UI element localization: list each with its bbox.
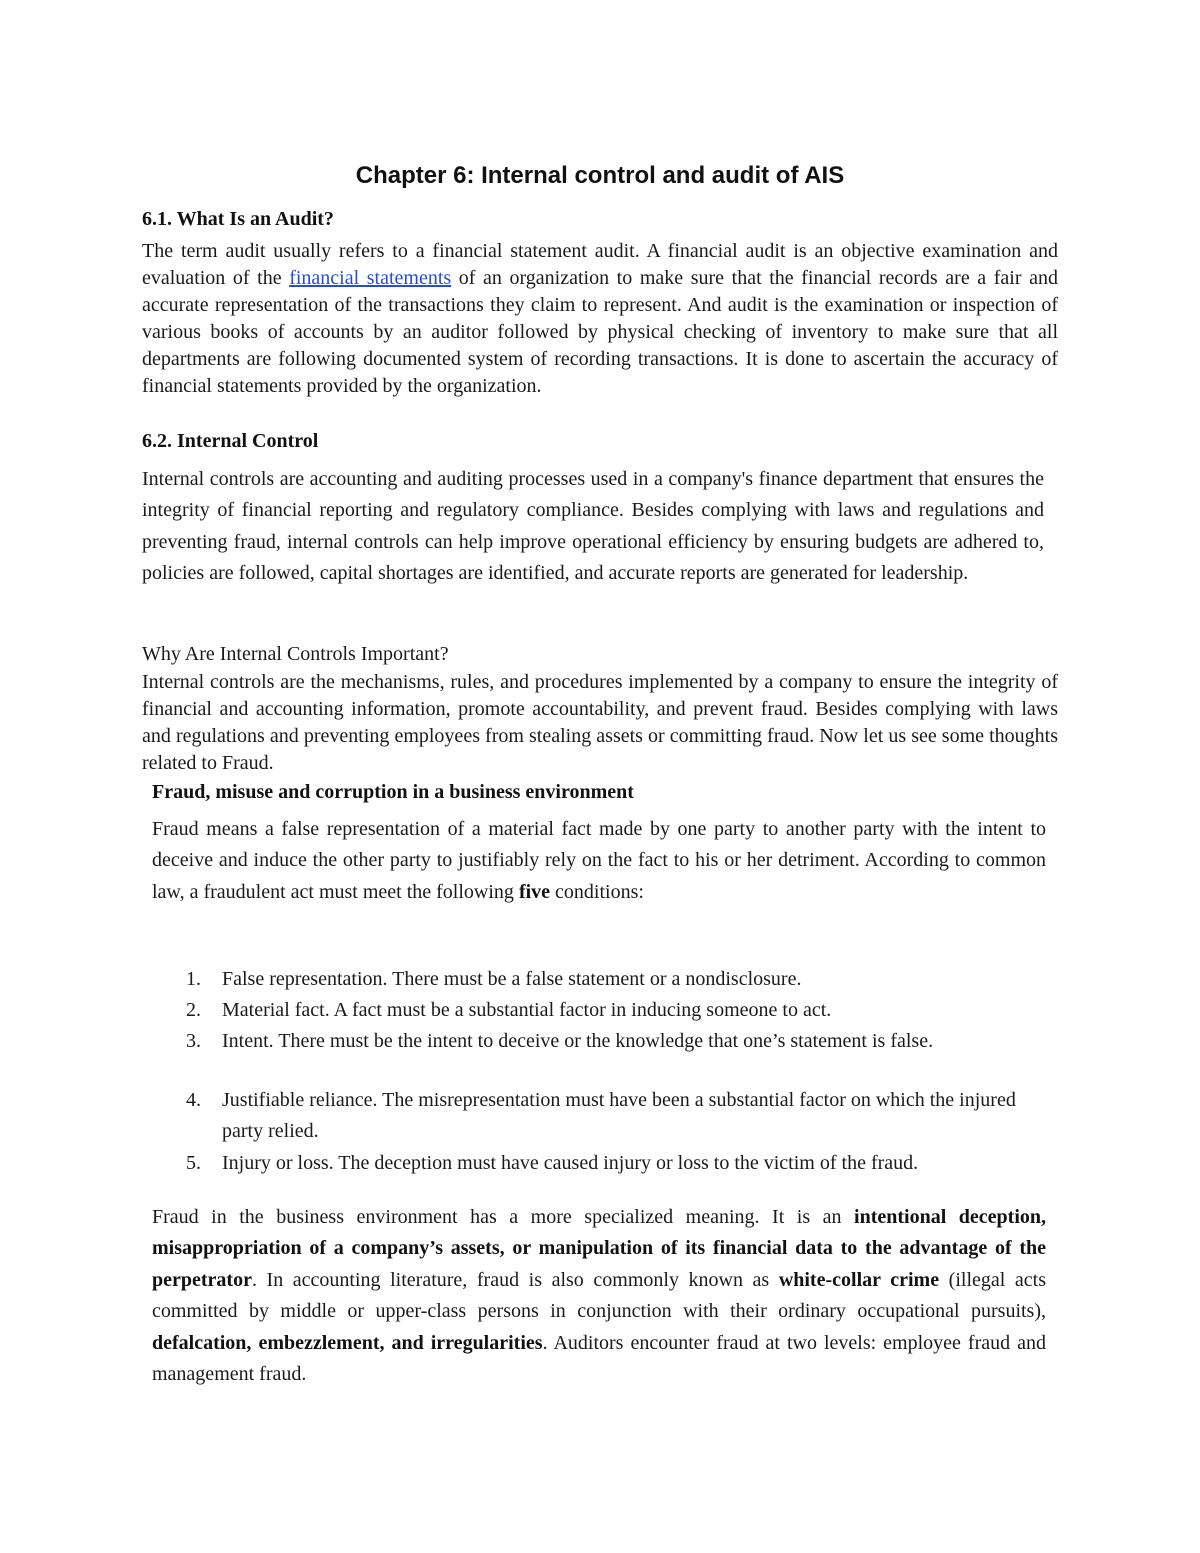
internal-control-paragraph: [142, 464, 1044, 590]
condition-number: 4.: [186, 1089, 201, 1111]
fraud-business-text-4: . Auditors encounter fraud at two levels: employee fraud and management fraud.: [152, 1331, 1046, 1386]
section-heading-what-is-audit: 6.1. What Is an Audit?: [142, 208, 334, 230]
condition-list-item: [186, 964, 1026, 995]
fraud-business-text-1: Fraud in the business environment has a more specialized meaning. It is an: [152, 1206, 855, 1228]
fraud-business-text-2: . In accounting literature, fraud is also commonly known as: [251, 1268, 779, 1291]
audit-definition-paragraph: [142, 238, 1058, 400]
white-collar-crime-bold: white-collar crime: [778, 1268, 940, 1291]
condition-list-item: [186, 1148, 1026, 1179]
why-internal-controls-text: Internal controls are the mechanisms, rules, and procedures implemented by a company to ensure the integrity of financial and accounting information, promote accountability, and prevent fraud. Besides complying with laws and regulations and preventing employees from stealing assets or committing fraud. Now let us see some thoughts related to Fraud.: [142, 671, 1058, 774]
fraud-section-heading: Fraud, misuse and corruption in a business environment: [152, 781, 634, 803]
why-internal-controls-paragraph: [142, 669, 1058, 777]
condition-number: 2.: [186, 999, 201, 1021]
condition-number: 1.: [186, 968, 201, 990]
fraud-intro-paragraph: [152, 814, 1046, 908]
condition-text: Intent. There must be the intent to deceive or the knowledge that one’s statement is false.: [222, 1030, 934, 1052]
fraud-intro-text: Fraud means a false representation of a material fact made by one party to another party with the intent to deceive and induce the other party to justifiably rely on the fact to his or her detriment. According to common law, a fraudulent act must meet the following: [152, 818, 1046, 903]
fraud-intro-bold: five: [518, 880, 551, 903]
fraud-intro-end: conditions:: [550, 880, 644, 903]
condition-list-item: [186, 995, 1026, 1026]
condition-text: Justifiable reliance. The misrepresentation must have been a substantial factor on which the injured party relied.: [222, 1089, 1016, 1142]
condition-text: Material fact. A fact must be a substantial factor in inducing someone to act.: [222, 999, 832, 1021]
audit-text-start: The term audit usually refers to a financial statement audit. A financial audit is an objective examination and evaluation of the: [142, 240, 1058, 289]
condition-number: 5.: [186, 1152, 201, 1174]
condition-text: Injury or loss. The deception must have caused injury or loss to the victim of the fraud.: [222, 1152, 919, 1174]
fraud-business-text-3: (illegal acts committed by middle or upper-class persons in conjunction with their ordinary occupational pursuits),: [152, 1268, 1046, 1323]
financial-statements-link[interactable]: financial statements: [289, 267, 452, 289]
condition-text: False representation. There must be a false statement or a nondisclosure.: [222, 968, 802, 990]
condition-list-item: [186, 1085, 1026, 1147]
audit-text-end: of an organization to make sure that the financial records are a fair and accurate representation of the transactions they claim to represent. And audit is the examination or inspection of various books of accounts by an auditor followed by physical checking of inventory to make sure that all departments are following documented system of recording transactions. It is done to ascertain the accuracy of financial statements provided by the organization.: [142, 267, 1058, 397]
condition-number: 3.: [186, 1030, 201, 1052]
fraud-definition-bold: intentional deception, misappropriation of a company’s assets, or manipulation of its financial data to the advantage of the perpetrator: [152, 1206, 1047, 1291]
fraud-business-paragraph: [152, 1202, 1046, 1390]
chapter-title: Chapter 6: Internal control and audit of AIS: [355, 162, 845, 189]
internal-control-text: Internal controls are accounting and auditing processes used in a company's finance department that ensures the integrity of financial reporting and regulatory compliance. Besides complying with laws and regulations and preventing fraud, internal controls can help improve operational efficiency by ensuring budgets are adhered to, policies are followed, capital shortages are identified, and accurate reports are generated for leadership.: [142, 468, 1044, 585]
why-internal-controls-question: Why Are Internal Controls Important?: [142, 643, 449, 665]
section-heading-internal-control: 6.2. Internal Control: [142, 430, 319, 452]
condition-list-item: [186, 1026, 1026, 1057]
defalcation-bold: defalcation, embezzlement, and irregularities: [152, 1331, 543, 1354]
